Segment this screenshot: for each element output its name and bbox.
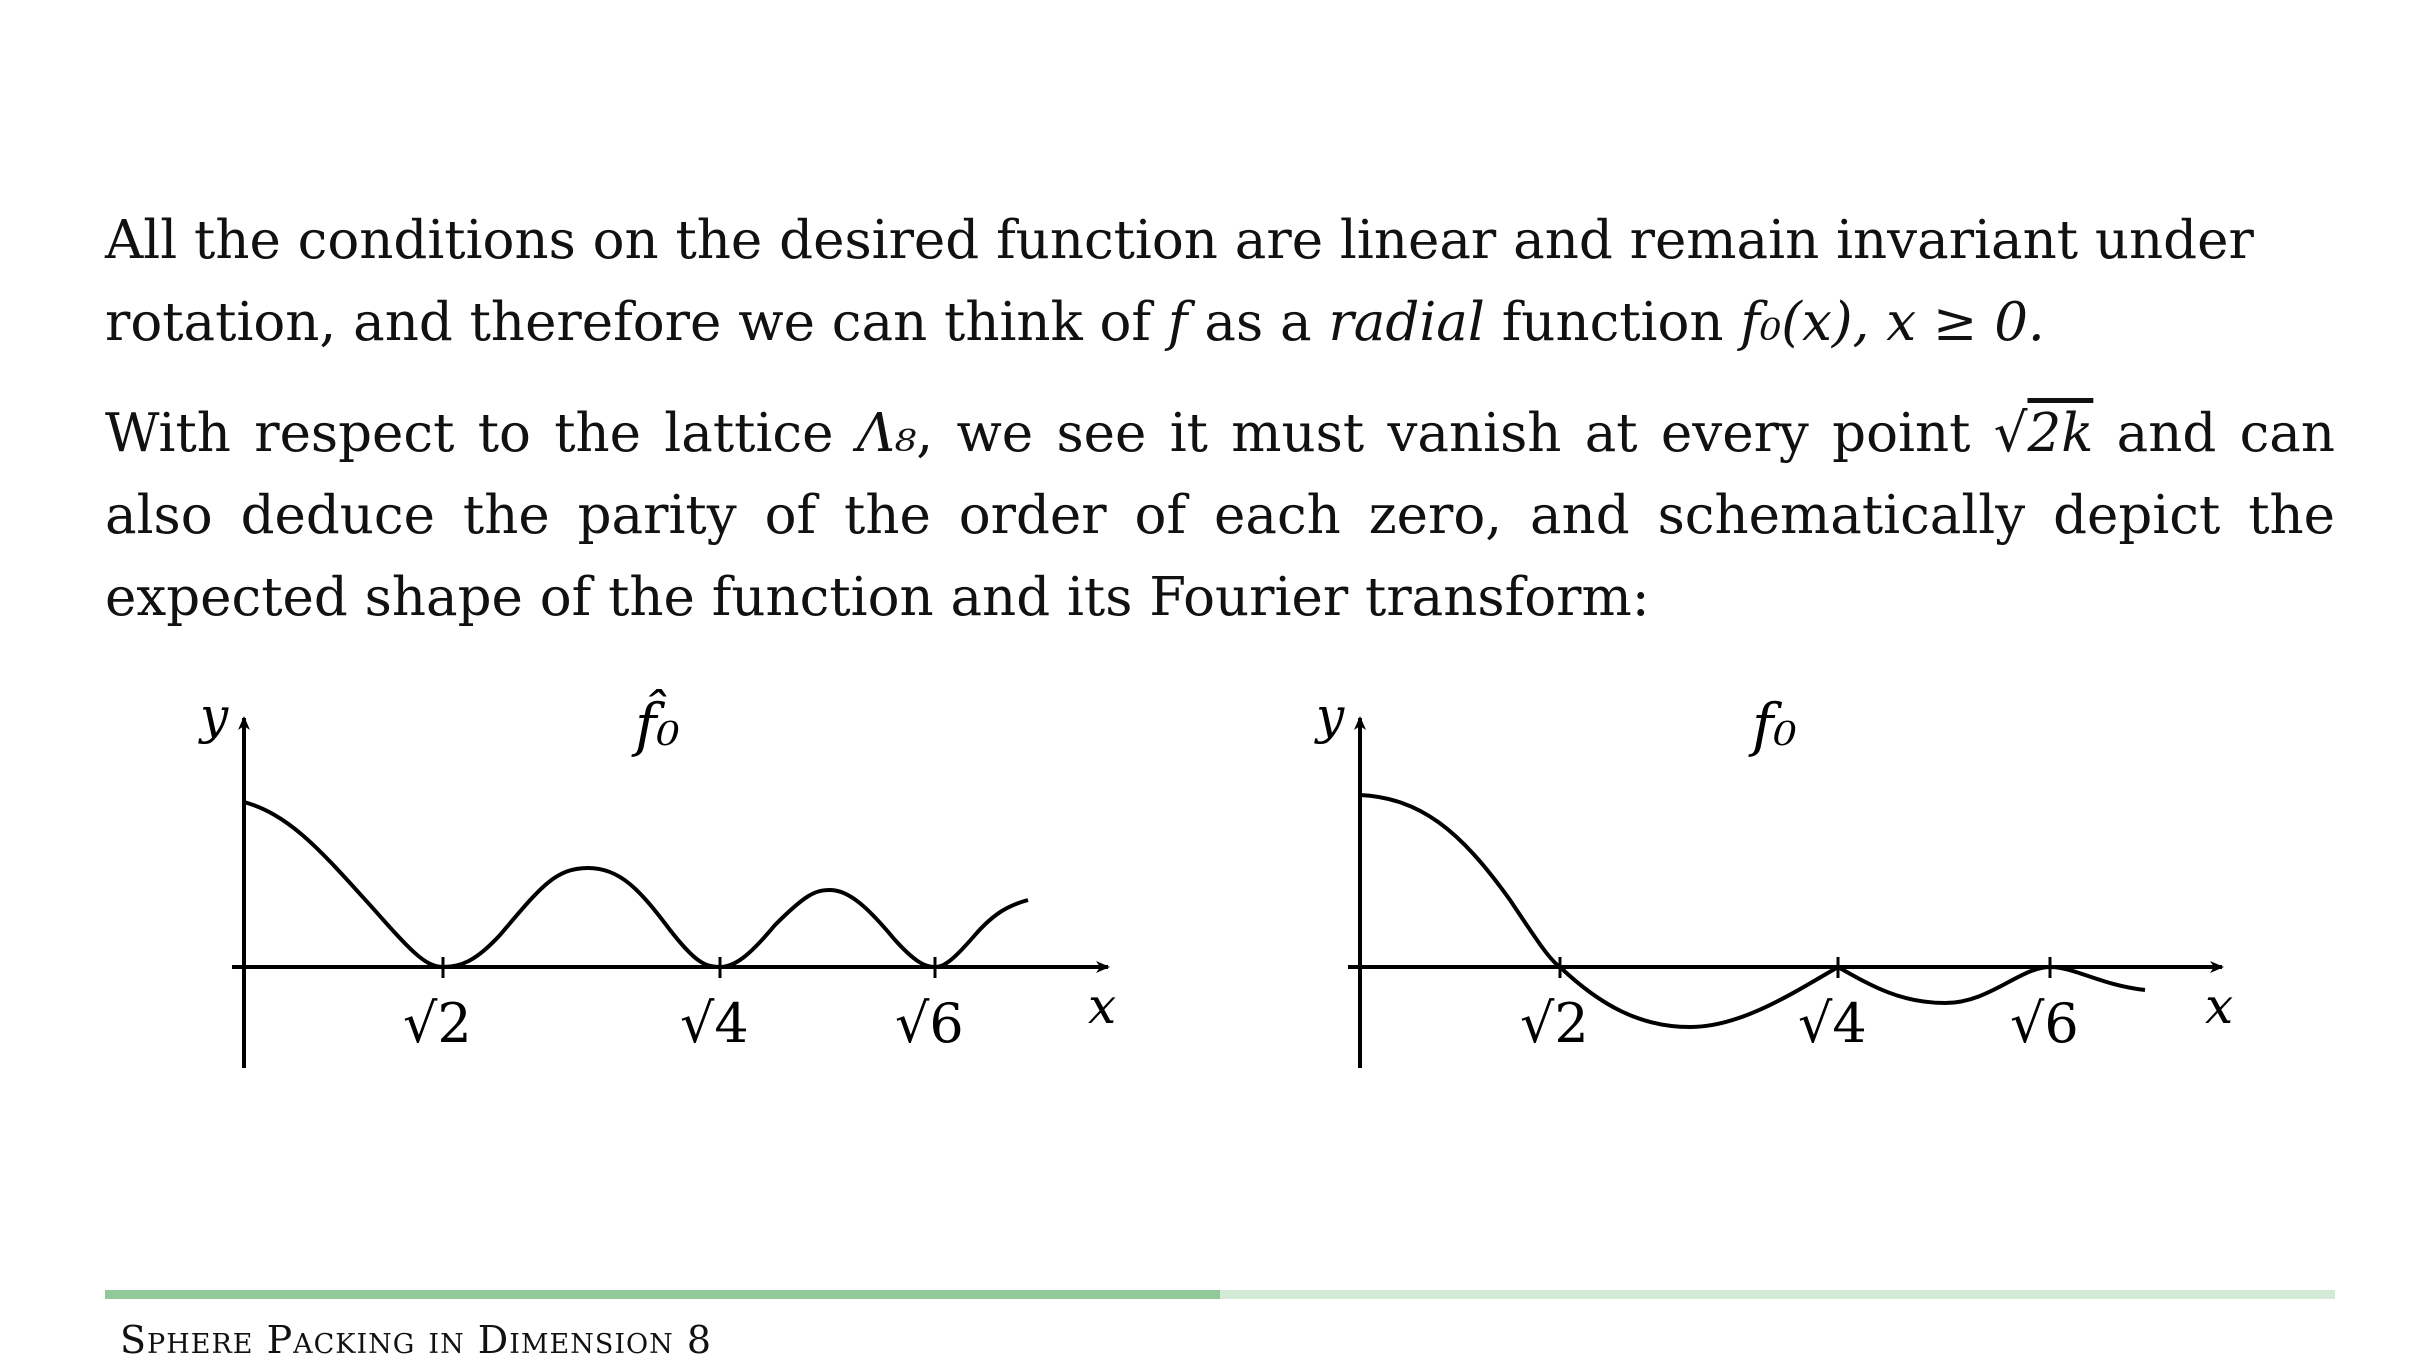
right-tick-label-1: √2	[1520, 992, 1589, 1055]
left-x-label: x	[1088, 977, 1117, 1035]
slide-progress-fill	[105, 1290, 1220, 1299]
radial-emphasis: radial	[1328, 292, 1485, 353]
footer-title: Sphere Packing in Dimension 8	[120, 1318, 713, 1362]
symbol-f: f	[1167, 292, 1188, 353]
left-tick-label-2: √4	[680, 992, 749, 1055]
right-x-label: x	[2205, 977, 2234, 1035]
right-tick-label-2: √4	[1798, 992, 1867, 1055]
radial-expression: f₀(x), x ≥ 0.	[1740, 292, 2045, 353]
left-y-label: y	[200, 687, 229, 745]
right-tick-label-3: √6	[2010, 992, 2079, 1055]
right-title: f₀	[1752, 691, 1797, 759]
left-tick-label-3: √6	[895, 992, 964, 1055]
point-root-sign: √	[1993, 403, 2028, 464]
fourier-transform-plot	[198, 687, 1116, 1068]
left-curve	[244, 802, 1028, 967]
paragraph-2: With respect to the lattice Λ₈, we see it must vanish at every point √2k and can also deduce the parity of the order of each zero, and schematically depict the expected shape of the function and its Fourier transform:	[105, 403, 2335, 628]
function-plot	[1314, 687, 2233, 1068]
right-y-label: y	[1316, 687, 1345, 745]
paragraph-1: All the conditions on the desired function are linear and remain invariant under rotation, and therefore we can think of f as a radial function f₀(x), x ≥ 0.	[105, 210, 2254, 353]
lattice-symbol: Λ₈	[856, 403, 917, 464]
point-root-argument: 2k	[2027, 403, 2094, 464]
left-tick-label-1: √2	[403, 992, 472, 1055]
slide-progress-bar	[105, 1290, 2335, 1299]
left-title: f̂₀	[635, 691, 680, 759]
